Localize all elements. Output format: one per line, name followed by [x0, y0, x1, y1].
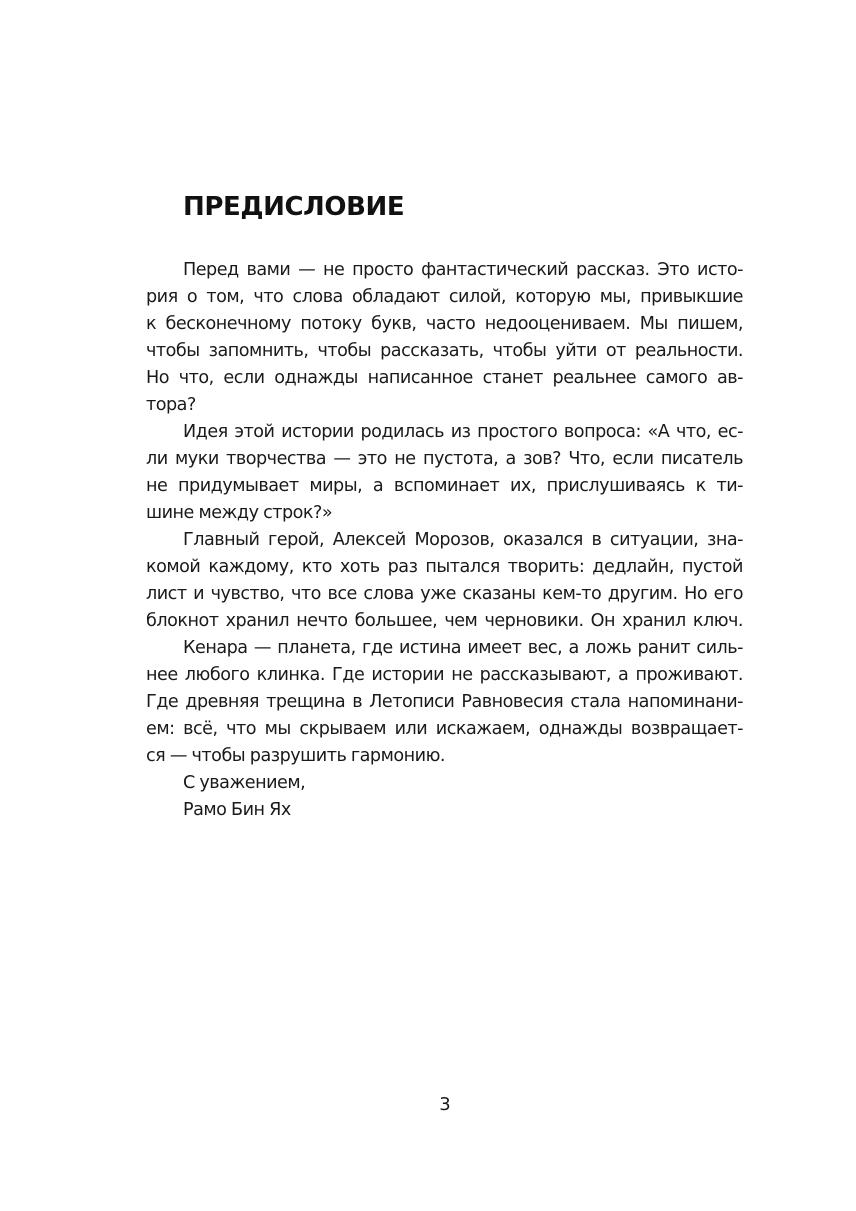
page-number: 3	[439, 1094, 451, 1115]
text-line: ем: всё, что мы скрываем или искажаем, однажды возвращает-	[146, 719, 743, 739]
text-line: к бесконечному потоку букв, часто недооцениваем. Мы пишем,	[146, 314, 743, 334]
author-signature: Рамо Бин Ях	[183, 800, 291, 820]
text-line: нее любого клинка. Где истории не рассказывают, а проживают.	[146, 665, 743, 685]
page-title: ПРЕДИСЛОВИЕ	[183, 192, 405, 222]
text-line: не придумывает миры, а вспоминает их, прислушиваясь к ти-	[146, 476, 743, 496]
text-line: Перед вами — не просто фантастический рассказ. Это исто-	[183, 260, 743, 280]
text-line: ли муки творчества — это не пустота, а зов? Что, если писатель	[146, 449, 743, 469]
text-line: тора?	[146, 395, 196, 415]
text-line: рия о том, что слова обладают силой, которую мы, привыкшие	[146, 287, 743, 307]
text-line: комой каждому, кто хоть раз пытался творить: дедлайн, пустой	[146, 557, 743, 577]
text-line: Где древняя трещина в Летописи Равновесия стала напоминани-	[146, 692, 743, 712]
text-line: Кенара — планета, где истина имеет вес, а ложь ранит силь-	[183, 638, 743, 658]
closing-salutation: С уважением,	[183, 773, 306, 793]
text-line: лист и чувство, что все слова уже сказаны кем-то другим. Но его	[146, 584, 743, 604]
text-line: Идея этой истории родилась из простого вопроса: «А что, ес-	[183, 422, 743, 442]
text-line: чтобы запомнить, чтобы рассказать, чтобы уйти от реальности.	[146, 341, 743, 361]
text-line: блокнот хранил нечто большее, чем черновики. Он хранил ключ.	[146, 611, 743, 631]
text-line: Но что, если однажды написанное станет реальнее самого ав-	[146, 368, 743, 388]
text-line: шине между строк?»	[146, 503, 333, 523]
text-line: ся — чтобы разрушить гармонию.	[146, 746, 445, 766]
text-line: Главный герой, Алексей Морозов, оказался в ситуации, зна-	[183, 530, 743, 550]
